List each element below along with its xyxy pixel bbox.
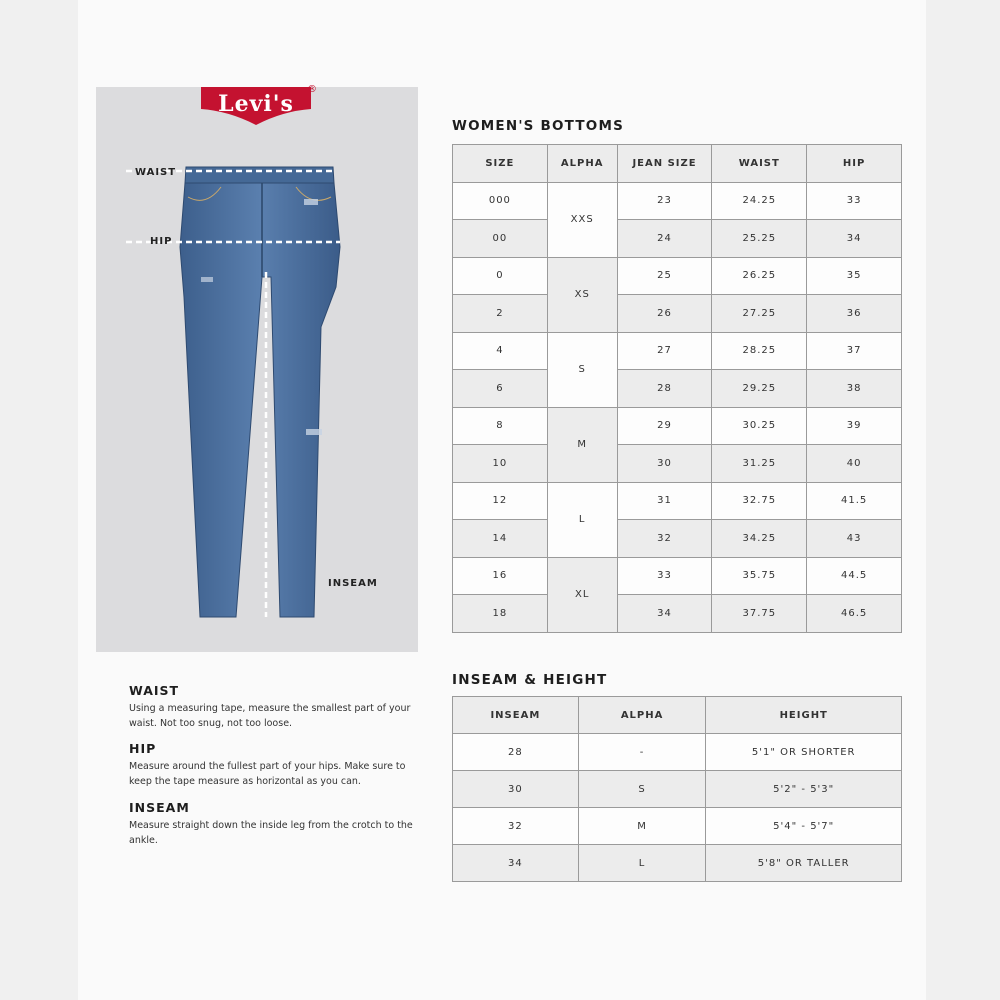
jean-size-cell: 29 (617, 407, 712, 445)
table-row (453, 845, 902, 882)
inseam-label: INSEAM (328, 578, 378, 589)
waist-cell: 37.75 (712, 595, 807, 633)
hip-cell: 38 (807, 370, 902, 408)
size-cell: 00 (453, 220, 548, 258)
hip-cell: 41.5 (807, 482, 902, 520)
womens-bottoms-title: WOMEN'S BOTTOMS (452, 118, 625, 134)
hip-guide-text: Measure around the fullest part of your hips. Make sure to keep the tape measure as horizontal as you can. (129, 761, 406, 787)
hip-guide (129, 741, 429, 789)
inseam-guide-text: Measure straight down the inside leg from the crotch to the ankle. (129, 820, 413, 846)
hip-guide-title: HIP (129, 741, 157, 756)
table-row (453, 595, 902, 633)
waistband (185, 167, 334, 183)
size-cell: 0 (453, 257, 548, 295)
waist-cell: 24.25 (712, 182, 807, 220)
hip-cell: 43 (807, 520, 902, 558)
hip-cell: 34 (807, 220, 902, 258)
jean-size-cell: 25 (617, 257, 712, 295)
jean-size-cell: 27 (617, 332, 712, 370)
hip-cell: 40 (807, 445, 902, 483)
hip-cell: 36 (807, 295, 902, 333)
size-cell: 000 (453, 182, 548, 220)
left-margin (0, 0, 78, 1000)
col-size: SIZE (453, 145, 548, 183)
alpha-cell: L (578, 845, 706, 882)
inseam-cell: 32 (453, 808, 579, 845)
alpha-cell: L (547, 482, 617, 557)
alpha-cell: M (578, 808, 706, 845)
alpha-cell: XL (547, 557, 617, 632)
size-cell: 4 (453, 332, 548, 370)
jean-size-cell: 31 (617, 482, 712, 520)
hip-cell: 39 (807, 407, 902, 445)
table-row (453, 808, 902, 845)
right-margin (926, 0, 1000, 1000)
col-jean-size: JEAN SIZE (617, 145, 712, 183)
hip-label: HIP (150, 236, 173, 247)
height-cell: 5'2" - 5'3" (706, 771, 902, 808)
womens-bottoms-table (452, 144, 902, 633)
hip-cell: 35 (807, 257, 902, 295)
table-row (453, 182, 902, 220)
hip-cell: 44.5 (807, 557, 902, 595)
alpha-cell: S (578, 771, 706, 808)
jean-size-cell: 26 (617, 295, 712, 333)
waist-guide-text: Using a measuring tape, measure the smallest part of your waist. Not too snug, not too loose. (129, 703, 411, 729)
jean-size-cell: 28 (617, 370, 712, 408)
jean-size-cell: 23 (617, 182, 712, 220)
waist-cell: 34.25 (712, 520, 807, 558)
size-cell: 14 (453, 520, 548, 558)
waist-cell: 32.75 (712, 482, 807, 520)
col-waist: WAIST (712, 145, 807, 183)
col-hip: HIP (807, 145, 902, 183)
alpha-cell: XXS (547, 182, 617, 257)
size-cell: 6 (453, 370, 548, 408)
inseam-cell: 30 (453, 771, 579, 808)
jean-size-cell: 33 (617, 557, 712, 595)
table-row (453, 370, 902, 408)
waist-cell: 25.25 (712, 220, 807, 258)
table-row (453, 734, 902, 771)
hip-cell: 46.5 (807, 595, 902, 633)
size-cell: 2 (453, 295, 548, 333)
alpha-cell: XS (547, 257, 617, 332)
waist-cell: 28.25 (712, 332, 807, 370)
inseam-height-title: INSEAM & HEIGHT (452, 672, 608, 688)
table-row (453, 295, 902, 333)
waist-guide-title: WAIST (129, 683, 180, 698)
table-header-row (453, 145, 902, 183)
table-row (453, 520, 902, 558)
table-row (453, 220, 902, 258)
col-alpha: ALPHA (547, 145, 617, 183)
registered-mark: ® (307, 84, 317, 95)
table-row (453, 771, 902, 808)
col-height: HEIGHT (706, 697, 902, 734)
hip-cell: 37 (807, 332, 902, 370)
height-cell: 5'4" - 5'7" (706, 808, 902, 845)
inseam-guide (129, 800, 429, 848)
table-row (453, 482, 902, 520)
size-cell: 16 (453, 557, 548, 595)
height-cell: 5'8" OR TALLER (706, 845, 902, 882)
col-alpha: ALPHA (578, 697, 706, 734)
size-cell: 8 (453, 407, 548, 445)
waist-cell: 30.25 (712, 407, 807, 445)
size-cell: 18 (453, 595, 548, 633)
jean-size-cell: 32 (617, 520, 712, 558)
waist-cell: 35.75 (712, 557, 807, 595)
hip-cell: 33 (807, 182, 902, 220)
waist-cell: 29.25 (712, 370, 807, 408)
alpha-cell: - (578, 734, 706, 771)
logo-text: Levi's (218, 91, 294, 117)
waist-label: WAIST (135, 167, 177, 178)
waist-cell: 26.25 (712, 257, 807, 295)
table-row (453, 445, 902, 483)
inseam-height-table (452, 696, 902, 882)
table-row (453, 407, 902, 445)
waist-guide (129, 683, 429, 731)
height-cell: 5'1" OR SHORTER (706, 734, 902, 771)
jean-size-cell: 34 (617, 595, 712, 633)
waist-cell: 27.25 (712, 295, 807, 333)
col-inseam: INSEAM (453, 697, 579, 734)
inseam-cell: 28 (453, 734, 579, 771)
waist-cell: 31.25 (712, 445, 807, 483)
table-row (453, 557, 902, 595)
table-row (453, 257, 902, 295)
inseam-cell: 34 (453, 845, 579, 882)
size-cell: 10 (453, 445, 548, 483)
alpha-cell: S (547, 332, 617, 407)
inseam-guide-title: INSEAM (129, 800, 190, 815)
size-cell: 12 (453, 482, 548, 520)
table-row (453, 332, 902, 370)
jean-size-cell: 24 (617, 220, 712, 258)
jean-size-cell: 30 (617, 445, 712, 483)
table-header-row (453, 697, 902, 734)
jeans-body (180, 183, 340, 617)
alpha-cell: M (547, 407, 617, 482)
